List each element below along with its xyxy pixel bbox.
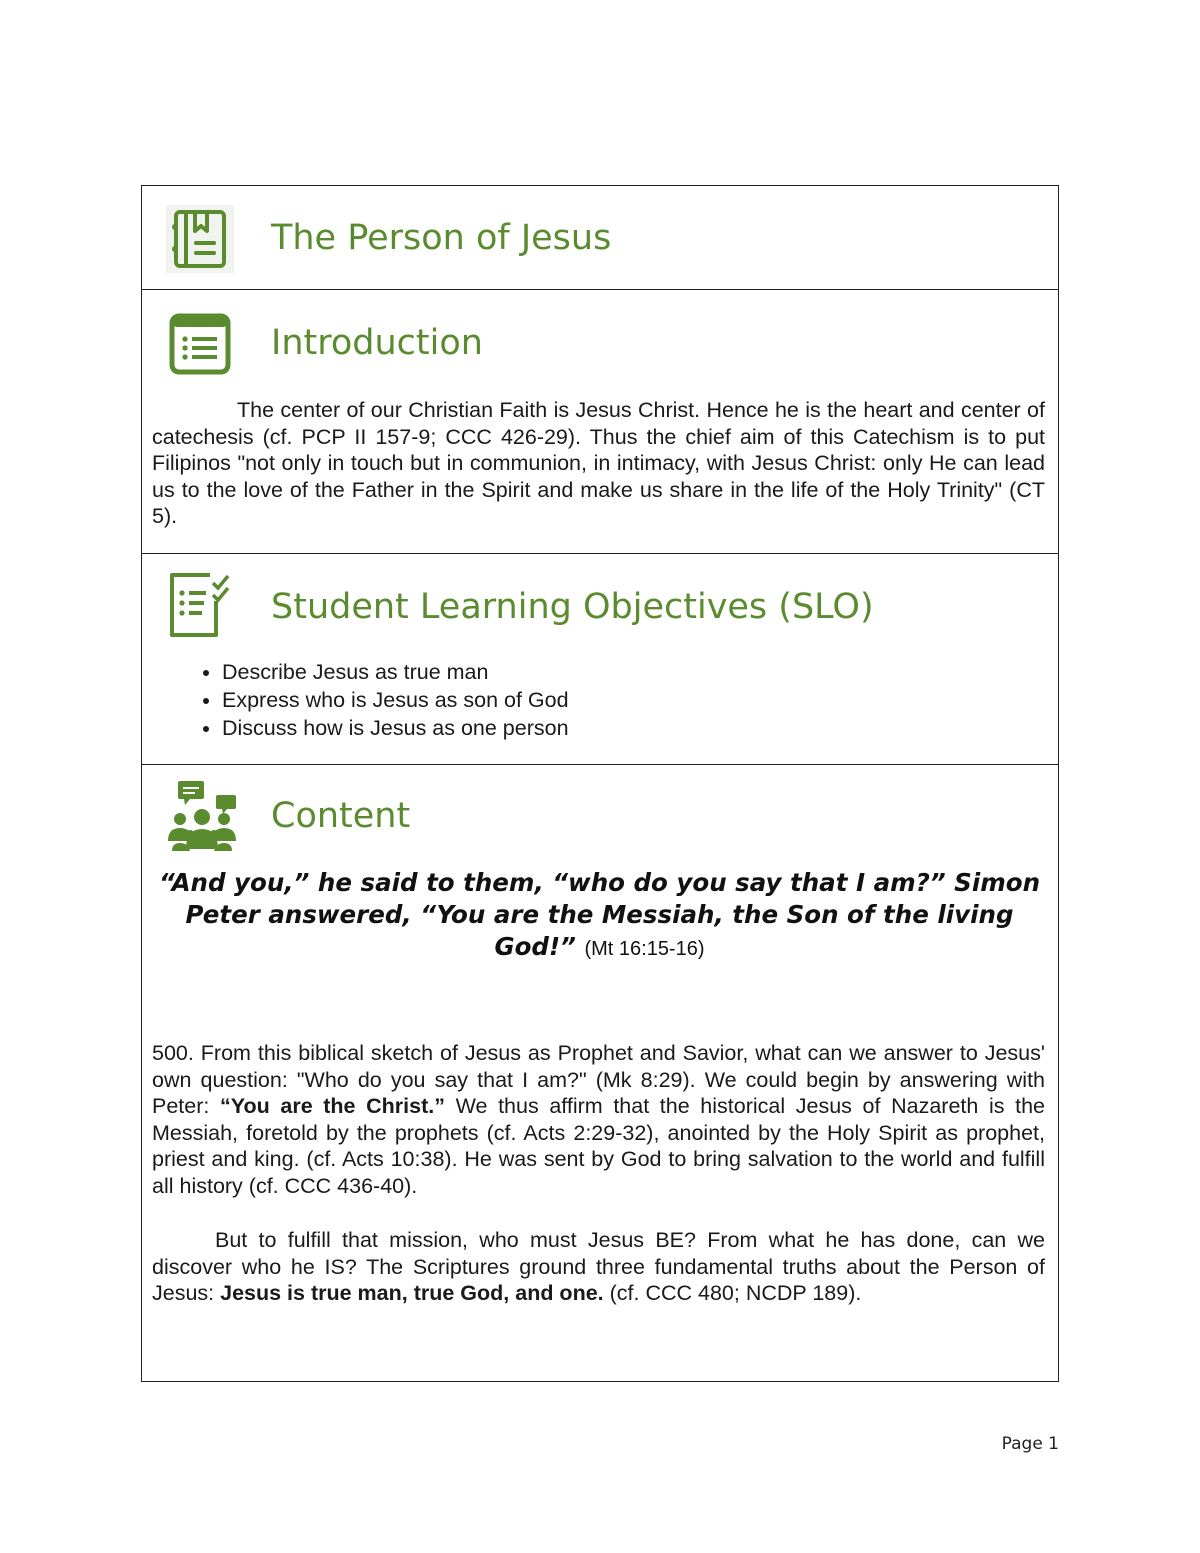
- introduction-paragraph: The center of our Christian Faith is Jesus Christ. Hence he is the heart and center of catechesis (cf. PCP II 157-9; CCC 426-29). Thus the chief aim of this Catechism is to put Filipinos "not only in touch but in communion, in intimacy, with Jesus Christ: only He can lead us to the love of the Father in the Spirit and make us share in the life of the Holy Trinity" (CT 5).: [152, 398, 1045, 529]
- introduction-section: [142, 290, 1058, 554]
- slo-section: [142, 554, 1058, 765]
- p2-text-rest: (cf. CCC 480; NCDP 189).: [603, 1281, 862, 1306]
- page-number: Page 1: [1001, 1434, 1059, 1454]
- p2-text: But to fulfill that mission, who must Jesus BE? From what he has done, can we discover who he IS? The Scriptures ground three fundamental truths about the Person of Jesus:: [152, 1228, 1045, 1306]
- quote-text: “And you,” he said to them, “who do you say that I am?” Simon Peter answered, “You are the Messiah, the Son of the living God!”: [158, 868, 1041, 961]
- content-heading: Content: [271, 796, 411, 836]
- introduction-heading: Introduction: [271, 323, 483, 363]
- quote-citation: (Mt 16:15-16): [584, 938, 705, 960]
- page-title: The Person of Jesus: [271, 218, 612, 258]
- title-section: [142, 186, 1058, 290]
- slo-list: [186, 658, 569, 742]
- content-section: [142, 765, 1058, 1381]
- document-list-icon: [166, 310, 234, 378]
- p1-emphasis: “You are the Christ.”: [219, 1094, 445, 1119]
- checklist-icon: [166, 571, 234, 639]
- slo-item: • Express who is Jesus as son of God: [222, 686, 569, 714]
- p2-emphasis: Jesus is true man, true God, and one.: [220, 1281, 604, 1306]
- group-discussion-icon: [166, 779, 240, 853]
- slo-heading: Student Learning Objectives (SLO): [271, 587, 874, 627]
- content-paragraph-1: [152, 1040, 1045, 1200]
- scripture-quote: [152, 867, 1047, 965]
- p1-text: 500. From this biblical sketch of Jesus as Prophet and Savior, what can we answer to Jesus' own question: "Who do you say that I am?" (Mk 8:29). We could begin by answering with Peter:: [152, 1041, 1045, 1119]
- slo-item: • Discuss how is Jesus as one person: [222, 714, 569, 742]
- p1-text-rest: We thus affirm that the historical Jesus of Nazareth is the Messiah, foretold by the prophets (cf. Acts 2:29-32), anointed by the Holy Spirit as prophet, priest and king. (cf. Acts 10:38). He was sent by God to bring salvation to the world and fulfill all history (cf. CCC 436-40).: [152, 1094, 1045, 1198]
- book-icon: [166, 205, 234, 273]
- slo-item: • Describe Jesus as true man: [222, 658, 569, 686]
- module-frame: [141, 185, 1059, 1382]
- content-paragraph-2: [152, 1227, 1045, 1307]
